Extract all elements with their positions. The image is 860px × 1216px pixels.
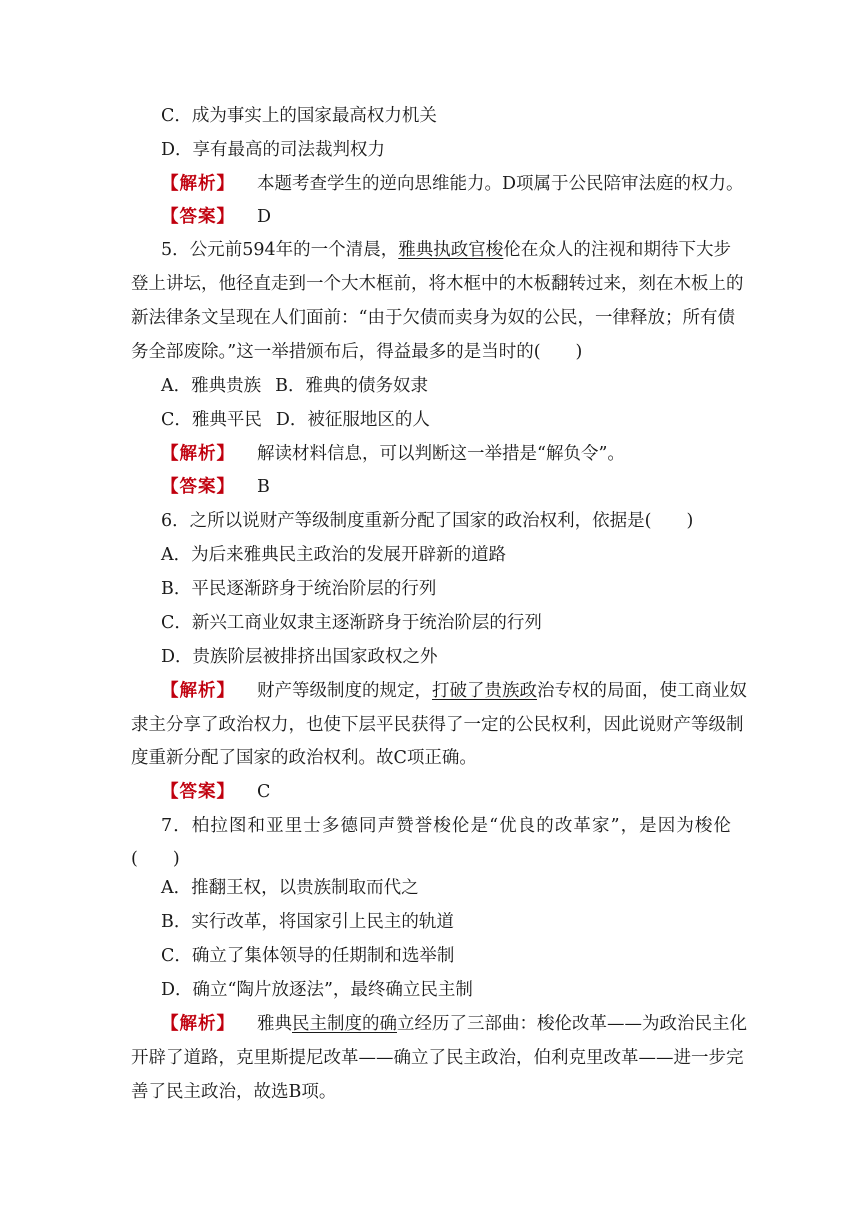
q5-option-d: D．被征服地区的人: [275, 410, 430, 430]
answer-label: 【答案】: [161, 207, 235, 227]
q7-option-b: B．实行改革，将国家引上民主的轨道: [161, 912, 454, 932]
q5-option-c: C．雅典平民: [161, 410, 262, 430]
q4-answer: [161, 205, 271, 229]
analysis-label: 【解析】: [161, 681, 235, 701]
q7-analysis-line-1: 【解析】 雅典民主制度的确立经历了三部曲：梭伦改革——为政治民主化: [161, 1014, 747, 1034]
answer-value: C: [257, 782, 271, 802]
analysis-label: 【解析】: [161, 1014, 235, 1034]
q5-stem-line-2: 登上讲坛，他径直走到一个大木框前，将木框中的木板翻转过来，刻在木板上的: [131, 274, 744, 294]
q6-option-c: C．新兴工商业奴隶主逐渐跻身于统治阶层的行列: [161, 613, 542, 633]
q4-analysis: [161, 172, 744, 196]
q6-option-a: A．为后来雅典民主政治的发展开辟新的道路: [161, 545, 507, 565]
q6-option-b: B．平民逐渐跻身于统治阶层的行列: [161, 579, 437, 599]
q4-option-d: D．享有最高的司法裁判权力: [161, 140, 386, 160]
q7-analysis-line-2: 开辟了道路，克里斯提尼改革——确立了民主政治，伯利克里改革——进一步完: [131, 1048, 744, 1068]
q5-answer: [161, 475, 270, 499]
q6-analysis-line-3: 度重新分配了国家的政治权利。故C项正确。: [131, 748, 477, 768]
q5-option-b: B．雅典的债务奴隶: [275, 376, 429, 396]
answer-value: D: [257, 207, 272, 227]
q7-option-d: D．确立“陶片放逐法”，最终确立民主制: [161, 980, 473, 1000]
q5-stem-line-4: 务全部废除。”这一举措颁布后，得益最多的是当时的( ): [131, 342, 583, 362]
answer-label: 【答案】: [161, 782, 235, 802]
analysis-label: 【解析】: [161, 174, 235, 194]
q4-option-c: C．成为事实上的国家最高权力机关: [161, 106, 437, 126]
q7-analysis-line-3: 善了民主政治，故选B项。: [131, 1082, 337, 1102]
q7-stem-line-1: 7．柏拉图和亚里士多德同声赞誉梭伦是“优良的改革家”，是因为梭伦: [161, 816, 731, 836]
q6-analysis-line-1: 【解析】 财产等级制度的规定，打破了贵族政治专权的局面，使工商业奴: [161, 681, 747, 701]
q7-stem-line-2: ( ): [131, 849, 180, 869]
q5-analysis: [161, 442, 625, 466]
q5-options-cd: [161, 408, 430, 432]
q6-analysis-line-2: 隶主分享了政治权力，也使下层平民获得了一定的公民权利，因此说财产等级制: [131, 715, 744, 735]
q5-options-ab: [161, 374, 428, 398]
q6-option-d: D．贵族阶层被排挤出国家政权之外: [161, 647, 438, 667]
answer-value: B: [257, 477, 270, 497]
analysis-text: 本题考查学生的逆向思维能力。D项属于公民陪审法庭的权力。: [257, 174, 744, 194]
q7-option-a: A．推翻王权，以贵族制取而代之: [161, 878, 419, 898]
answer-label: 【答案】: [161, 477, 235, 497]
q5-stem-line-3: 新法律条文呈现在人们面前：“由于欠债而卖身为奴的公民，一律释放；所有债: [131, 308, 735, 328]
analysis-text: 解读材料信息，可以判断这一举措是“解负令”。: [257, 444, 625, 464]
analysis-label: 【解析】: [161, 444, 235, 464]
q6-stem: 6．之所以说财产等级制度重新分配了国家的政治权利，依据是( ): [161, 511, 694, 531]
q6-answer: [161, 780, 270, 804]
q5-stem-line-1: 5．公元前594年的一个清晨，雅典执政官梭伦在众人的注视和期待下大步: [161, 240, 732, 260]
q5-option-a: A．雅典贵族: [161, 376, 262, 396]
q7-option-c: C．确立了集体领导的任期制和选举制: [161, 946, 455, 966]
